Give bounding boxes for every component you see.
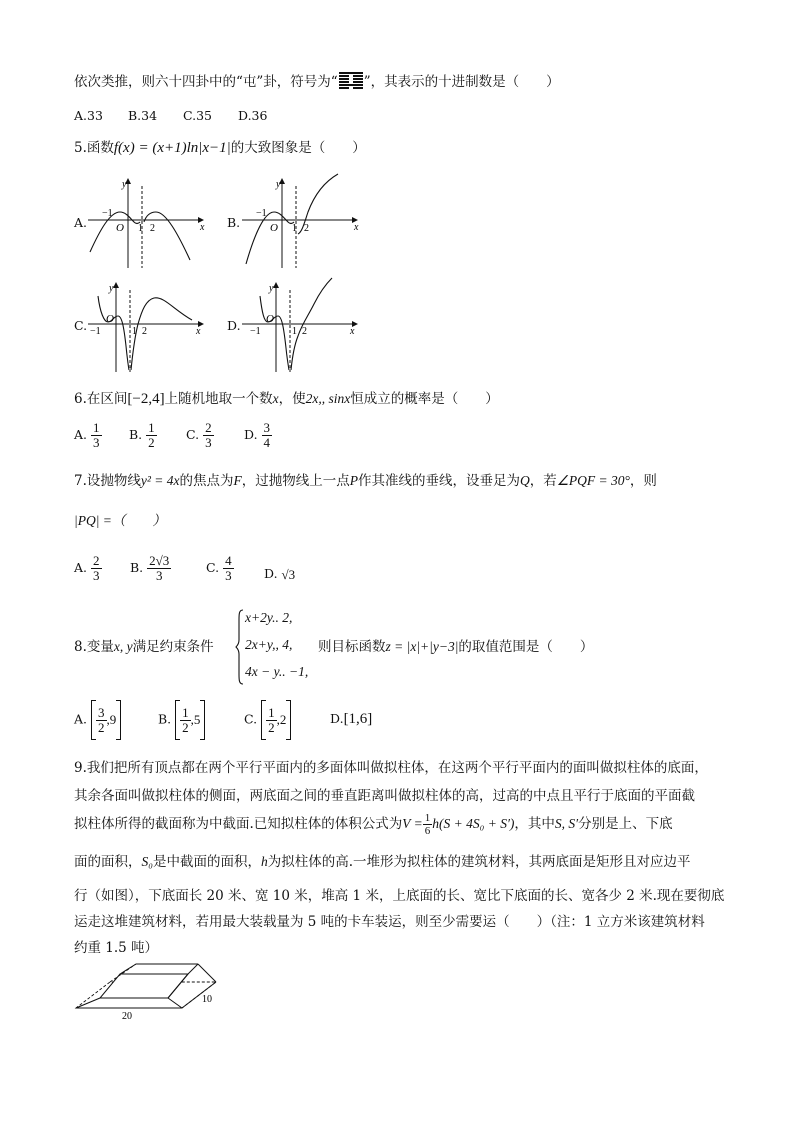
brace-icon: [235, 608, 245, 686]
q8-lead: 8.变量x, y满足约束条件: [74, 639, 214, 655]
graph-b-y: y: [276, 179, 281, 190]
q9-line2: 其余各面叫做拟柱体的侧面，两底面之间的垂直距离叫做拟柱体的高，过高的中点且平行于底面的平面截: [74, 788, 695, 804]
graph-a: [86, 172, 206, 270]
q8-option-c: C. $\frac{1}{2}$ ,2: [244, 700, 291, 740]
graph-label-a: A.: [74, 215, 88, 230]
graph-a-1: 1: [138, 223, 143, 234]
hexagram-icon: [338, 71, 364, 89]
graph-b-2: 2: [304, 223, 309, 234]
q6-option-c: C. $\frac{2}{3}$: [186, 420, 212, 450]
q5-formula: f(x) = (x+1)ln|x−1|: [113, 140, 231, 156]
graph-c: [86, 276, 206, 374]
graph-b-o: O: [270, 222, 278, 234]
q6-option-a: A. $\frac{1}{3}$: [74, 420, 100, 450]
graph-a-o: O: [116, 222, 124, 234]
q4-option-d: D.36: [238, 108, 268, 123]
fig-width-label: 10: [202, 994, 212, 1005]
graph-d-y: y: [269, 283, 274, 294]
q8-objective: 则目标函数z = |x|+|y−3|的取值范围是（ ）: [318, 639, 594, 655]
q8-option-a: A. $\frac{3}{2}$ ,9: [74, 700, 121, 740]
graph-d-x: x: [350, 326, 355, 337]
q9-line4: 面的面积，S₀是中截面的面积，h为拟柱体的高.一堆形为拟柱体的建筑材料，其两底面是矩形且对应边平: [74, 854, 691, 870]
graph-b-x: x: [354, 222, 359, 233]
graph-c-o: O: [106, 313, 114, 325]
q9-line5: 行（如图），下底面长 20 米、宽 10 米，堆高 1 米，上底面的长、宽比下底面的长、宽各少 2 米.现在要彻底: [74, 888, 725, 904]
graph-label-c: C.: [74, 318, 88, 333]
graph-b-neg1: −1: [256, 208, 267, 219]
graph-b: [240, 172, 360, 270]
fig-length-label: 20: [122, 1011, 132, 1022]
graph-b-1: 1: [292, 223, 297, 234]
q4-option-c: C.35: [183, 108, 212, 123]
q7-option-d: D. √3: [264, 566, 296, 582]
q7-option-c: C. $\frac{4}{3}$: [206, 553, 232, 583]
intro-line: 依次类推，则六十四卦中的“屯”卦，符号为“ ”，其表示的十进制数是（ ）: [74, 71, 560, 92]
q7-option-a: A. $\frac{2}{3}$: [74, 553, 100, 583]
graph-a-2: 2: [150, 223, 155, 234]
q7-line2: |PQ| =（ ）: [74, 513, 166, 528]
graph-d: [240, 276, 360, 374]
q8-option-d: D.[1,6]: [330, 711, 373, 727]
graph-c-y: y: [109, 283, 114, 294]
graph-d-neg1: −1: [250, 326, 261, 337]
graph-d-1: 1: [292, 326, 297, 337]
q9-line3: 拟柱体所得的截面称为中截面.已知拟柱体的体积公式为V = $\frac{1}{6}$ h(S + 4S₀ + S′)，其中S, S′分别是上、下底: [74, 812, 673, 837]
graph-a-neg1: −1: [102, 208, 113, 219]
graph-d-2: 2: [302, 326, 307, 337]
graph-c-x: x: [196, 326, 201, 337]
q4-option-b: B.34: [128, 108, 158, 123]
q6-stem: 6.在区间[−2,4]上随机地取一个数x，使2x,, sinx恒成立的概率是（ ）: [74, 391, 499, 407]
q9-line6: 运走这堆建筑材料，若用最大装载量为 5 吨的卡车装运，则至少需要运（ ）（注：1 立方米该建筑材料: [74, 914, 705, 930]
q5-stem: 5.函数f(x) = (x+1)ln|x−1|的大致图象是（ ）: [74, 140, 366, 156]
prismatoid-figure: [70, 960, 230, 1022]
graph-a-y: y: [122, 179, 127, 190]
q6-option-b: B. $\frac{1}{2}$: [129, 420, 155, 450]
q9-line7: 约重 1.5 吨）: [74, 940, 159, 956]
graph-label-b: B.: [227, 215, 241, 230]
q8-option-b: B. $\frac{1}{2}$ ,5: [158, 700, 205, 740]
q7-option-b: B. $\frac{2√3}{3}$: [130, 553, 170, 583]
q6-option-d: D. $\frac{3}{4}$: [244, 420, 271, 450]
q4-option-a: A.33: [74, 108, 103, 123]
q9-line1: 9.我们把所有顶点都在两个平行平面内的多面体叫做拟柱体，在这两个平行平面内的面叫做拟柱体的底面，: [74, 760, 708, 776]
graph-c-1: 1: [132, 326, 137, 337]
graph-d-o: O: [266, 313, 274, 325]
q8-constraints: x+2y.. 2, 2x+y,, 4, 4x − y.. −1,: [235, 608, 335, 686]
graph-a-x: x: [200, 222, 205, 233]
q7-stem: 7.设抛物线y² = 4x的焦点为F，过抛物线上一点P作其准线的垂线，设垂足为Q，若∠PQF = 30°，则: [74, 473, 657, 489]
graph-c-neg1: −1: [90, 326, 101, 337]
graph-label-d: D.: [227, 318, 241, 333]
graph-c-2: 2: [142, 326, 147, 337]
